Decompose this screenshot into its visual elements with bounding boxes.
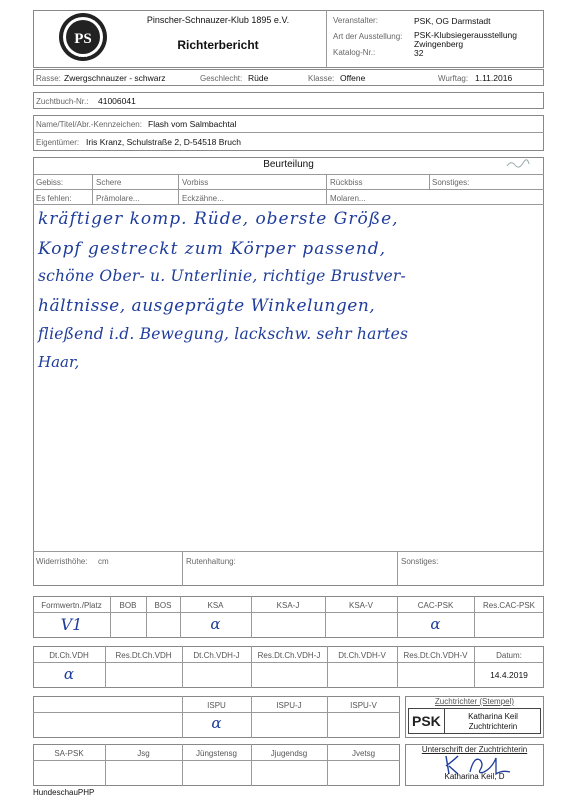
- breed-label: Rasse:: [36, 74, 61, 83]
- name-value: Flash vom Salmbachtal: [148, 119, 237, 129]
- grade2-header-res-dtch-j: Res.Dt.Ch.VDH-J: [257, 651, 321, 660]
- grade-value-formwert: V1: [60, 615, 83, 634]
- grade-header-bob: BOB: [119, 601, 137, 610]
- grade3-header-ispu-j: ISPU-J: [276, 701, 302, 710]
- signature-name: Katharina Keil, D: [444, 772, 505, 781]
- stamp-name: Katharina Keil: [468, 712, 518, 721]
- grades-2-hline: [33, 662, 544, 663]
- teeth-line-2: [33, 204, 544, 205]
- grade-header-ksa-v: KSA-V: [348, 601, 373, 610]
- grade-header-formwert: Formwertn./Platz: [41, 601, 102, 610]
- grade2-header-dtch: Dt.Ch.VDH: [49, 651, 89, 660]
- grade4-header-jvetsg: Jvetsg: [351, 749, 376, 758]
- missing-molars: Molaren...: [330, 194, 366, 203]
- measure-col-1: [182, 551, 183, 586]
- teeth-col-2: [178, 174, 179, 204]
- grade2-header-date: Datum:: [496, 651, 522, 660]
- height-unit: cm: [98, 557, 109, 566]
- bite-undershot: Rückbiss: [330, 178, 363, 187]
- height-label: Widerristhöhe:: [36, 557, 88, 566]
- assessment-text-line-5: fließend i.d. Bewegung, lackschw. sehr hartes: [38, 325, 409, 343]
- grade2-header-res-dtch-v: Res.Dt.Ch.VDH-V: [403, 651, 468, 660]
- measure-other-label: Sonstiges:: [401, 557, 439, 566]
- organizer-value: PSK, OG Darmstadt: [414, 16, 491, 26]
- whelped-label: Wurftag:: [438, 74, 469, 83]
- assessment-text-line-2: Kopf gestreckt zum Körper passend,: [38, 239, 387, 259]
- sex-label: Geschlecht:: [200, 74, 243, 83]
- svg-text:PS: PS: [74, 31, 92, 47]
- grades-3-hline: [33, 712, 400, 713]
- header-divider: [326, 10, 327, 68]
- scribble-mark-icon: [505, 158, 530, 170]
- assessment-title: Beurteilung: [263, 159, 314, 170]
- measure-col-2: [397, 551, 398, 586]
- bite-scissor: Schere: [96, 178, 122, 187]
- assessment-text-line-6: Haar,: [38, 353, 80, 371]
- exhibition-value: PSK-Klubsiegerausstellung Zwingenberg: [414, 30, 518, 49]
- svg-text:1895: 1895: [78, 53, 88, 58]
- teeth-line-1: [33, 189, 544, 190]
- missing-label: Es fehlen:: [36, 194, 72, 203]
- grade-header-ksa-j: KSA-J: [276, 601, 300, 610]
- teeth-col-1: [92, 174, 93, 204]
- sex-value: Rüde: [248, 73, 269, 83]
- teeth-col-4: [429, 174, 430, 189]
- club-name: Pinscher-Schnauzer-Klub 1895 e.V.: [146, 15, 290, 25]
- grade-header-ksa: KSA: [207, 601, 224, 610]
- exhibition-label: Art der Ausstellung:: [333, 32, 403, 41]
- assessment-title-line: [33, 174, 544, 175]
- grade-value-ksa: α: [210, 615, 221, 633]
- grade-header-cac: CAC-PSK: [417, 601, 454, 610]
- breed-value: Zwergschnauzer - schwarz: [64, 73, 166, 83]
- grade4-header-jsg: Jsg: [137, 749, 150, 758]
- missing-canines: Eckzähne...: [182, 194, 224, 203]
- grade-header-res-cac: Res.CAC-PSK: [482, 601, 535, 610]
- catalog-label: Katalog-Nr.:: [333, 48, 376, 57]
- grade3-header-ispu: ISPU: [207, 701, 226, 710]
- studbook-value: 41006041: [98, 96, 136, 106]
- assessment-text-line-4: hältnisse, ausgeprägte Winkelungen,: [38, 296, 376, 316]
- catalog-value: 32: [414, 48, 424, 58]
- assessment-text-line-3: schöne Ober- u. Unterlinie, richtige Brustver-: [38, 267, 406, 285]
- grade2-header-dtch-j: Dt.Ch.VDH-J: [193, 651, 240, 660]
- grade4-header-juengstensg: Jüngstensg: [196, 749, 237, 758]
- grade2-header-res-dtch: Res.Dt.Ch.VDH: [115, 651, 172, 660]
- tail-label: Rutenhaltung:: [186, 557, 236, 566]
- grades-4-hline: [33, 760, 400, 761]
- class-label: Klasse:: [308, 74, 335, 83]
- whelped-value: 1.11.2016: [475, 73, 513, 83]
- stamp-divider: [444, 709, 445, 733]
- page-title: Richterbericht: [177, 38, 259, 52]
- grade4-header-sa-psk: SA-PSK: [54, 749, 84, 758]
- grade3-value-ispu: α: [211, 714, 222, 732]
- signature-label: Unterschrift der Zuchtrichterin: [421, 745, 528, 754]
- stamp-logo: PSK: [412, 713, 441, 729]
- grade2-value-date: 14.4.2019: [490, 670, 528, 680]
- grade4-header-jjugendsg: Jjugendsg: [270, 749, 308, 758]
- bite-label: Gebiss:: [36, 178, 64, 187]
- owner-label: Eigentümer:: [36, 138, 80, 147]
- grade2-header-dtch-v: Dt.Ch.VDH-V: [338, 651, 386, 660]
- name-label: Name/Titel/Abr.-Kennzeichen:: [36, 120, 142, 129]
- assessment-text-line-1: kräftiger komp. Rüde, oberste Größe,: [38, 209, 399, 229]
- teeth-col-3: [326, 174, 327, 204]
- grade2-value-dtch: α: [63, 665, 75, 683]
- grade-value-cac: α: [430, 615, 441, 633]
- grade3-header-ispu-v: ISPU-V: [350, 701, 377, 710]
- bite-other: Sonstiges:: [432, 178, 470, 187]
- grade-header-bos: BOS: [154, 601, 172, 610]
- club-logo-icon: [58, 12, 108, 62]
- owner-value: Iris Kranz, Schulstraße 2, D-54518 Bruch: [86, 137, 241, 147]
- bite-overshot: Vorbiss: [182, 178, 209, 187]
- organizer-label: Veranstalter:: [333, 16, 378, 25]
- missing-premolars: Prämolare...: [96, 194, 140, 203]
- class-value: Offene: [340, 73, 366, 83]
- name-owner-divider: [33, 132, 544, 133]
- stamp-role: Zuchtrichterin: [468, 722, 518, 731]
- stamp-label: Zuchtrichter (Stempel): [434, 697, 515, 706]
- footer-text: HundeschauPHP: [33, 788, 95, 797]
- measure-line: [33, 551, 544, 552]
- studbook-label: Zuchtbuch-Nr.:: [36, 97, 89, 106]
